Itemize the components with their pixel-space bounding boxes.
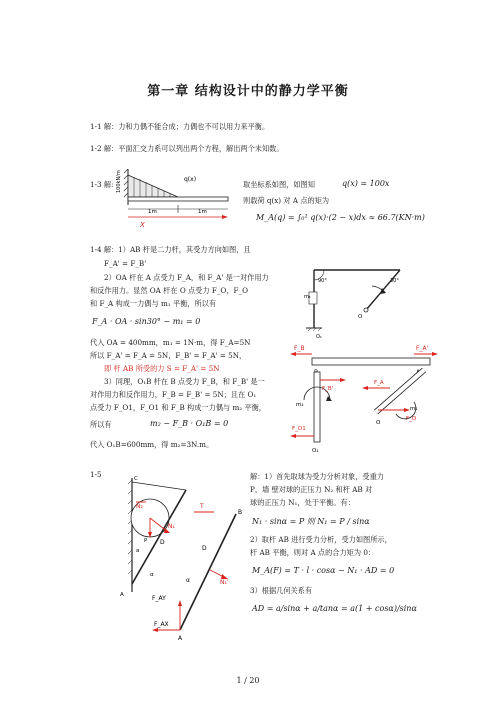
m1-label-top: m₁	[304, 294, 311, 300]
figure-1-3	[112, 165, 237, 235]
chapter-title: 第一章 结构设计中的静力学平衡	[147, 84, 349, 99]
n1-label: N₁	[168, 523, 175, 530]
fax-label: F_AX	[154, 621, 169, 628]
o1-label-top: O₁	[316, 334, 322, 340]
angle-90-label: 90°	[318, 278, 327, 284]
answer-1-5-label: 1-5	[90, 470, 102, 479]
point-o-label: O	[358, 314, 363, 320]
fo1-label: F_O1	[292, 426, 306, 432]
answer-1-4-line13: 代入 O₁B=600mm，得 m₂=3N.m。	[90, 440, 214, 449]
qx-label: q(x)	[184, 176, 197, 183]
fb-prime-label: F_B'	[322, 386, 334, 392]
n2-label: N₂	[136, 503, 143, 510]
figure-1-4-free-body	[290, 340, 440, 455]
answer-1-1: 1-1 解：力和力偶不能合成；力偶也不可以用力来平衡。	[90, 122, 270, 131]
o1-label: O₁	[312, 448, 319, 454]
answer-1-5-formula1: N₁ · sinα = P 则 N₁ = P / sinα	[252, 517, 370, 526]
answer-1-4-line8: 即 杆 AB 所受的力 S = F_A' = 5N	[104, 364, 220, 373]
dim-label-1: 1m	[148, 209, 157, 215]
fo-label: F_O	[406, 416, 417, 422]
answer-1-3-formula2: M_A(q) = ∫₀¹ q(x)·(2 − x)dx ≈ 66.7(KN·m)	[256, 213, 425, 222]
p-label: P	[144, 538, 148, 544]
answer-1-4-formula1: F_A · OA · sin30° − m₁ = 0	[92, 317, 201, 326]
point-d-label-2: D	[202, 545, 207, 552]
m1-label: m₁	[410, 406, 418, 412]
load-label: 100kN/m	[116, 170, 122, 193]
axis-x-label: X	[140, 221, 145, 229]
point-a-label-15: A	[120, 592, 124, 598]
fay-label: F_AY	[152, 595, 166, 602]
answer-1-5-line5: 杆 AB 平衡，则对 A 点的合力矩为 0：	[250, 548, 376, 557]
m2-label: m₂	[296, 402, 304, 408]
answer-1-4-line9: 3）同理，O₁B 杆在 B 点受力 F_B，和 F_B' 是一	[104, 377, 265, 386]
answer-1-4-line2: F_A' = F_B'	[104, 259, 147, 268]
point-o-label-2: O	[376, 420, 381, 426]
fb-label-top: F_B	[294, 345, 305, 352]
n1-prime-label: N₁'	[220, 579, 229, 586]
point-c-label: C	[134, 476, 138, 482]
answer-1-5-line6: 3）根据几何关系有	[250, 586, 313, 595]
answer-1-3-label: 1-3 解:	[90, 180, 114, 189]
answer-1-4-line7: 所以 F_A' = F_A = 5N，F_B' = F_A' = 5N，	[90, 351, 247, 360]
figure-1-5-rod	[150, 490, 250, 640]
point-b-label-15: B	[238, 509, 243, 516]
answer-1-2: 1-2 解：平面汇交力系可以列出两个方程，解出两个未知数。	[90, 144, 284, 153]
answer-1-5-line3: 球的正压力 N₁，处于平衡。有：	[250, 498, 355, 507]
answer-1-5-line2: P，墙 壁对球的正压力 N₂ 和杆 AB 对	[250, 485, 373, 494]
answer-1-4-formula2: m₂ − F_B · O₁B = 0	[150, 419, 229, 428]
answer-1-4-line3: 2）OA 杆在 A 点受力 F_A，和 F_A' 是一对作用力	[104, 273, 269, 282]
answer-1-4-line11: 点受力 F_O1，F_O1 和 F_B 构成一力偶与 m₂ 平衡，	[90, 403, 266, 412]
t-label: T	[200, 503, 204, 510]
answer-1-3-text2: 则载荷 q(x) 对 A 点的矩为	[243, 196, 330, 205]
answer-1-4-line10: 对作用力和反作用力，F_B = F_B' = 5N；且在 O₁	[90, 390, 257, 399]
answer-1-3-text1: 取坐标系如图，如图知	[243, 180, 315, 189]
answer-1-3-formula1: q(x) = 100x	[342, 179, 390, 188]
point-a-label-rod: A	[178, 635, 183, 640]
a-label: a	[136, 548, 140, 554]
alpha-label: α	[150, 572, 154, 578]
dim-label-2: 1m	[198, 209, 207, 215]
angle-30-label: 30°	[390, 278, 399, 284]
alpha-label-2: α	[186, 577, 190, 584]
answer-1-4-line12: 所以有	[90, 420, 112, 429]
answer-1-4-line4: 和反作用力。显然 OA 杆在 O 点受力 F_O，F_O	[90, 286, 248, 295]
fa-prime-label: F_A'	[416, 345, 429, 352]
answer-1-5-formula2: M_A(F) = T · l · cosα − N₁ · AD = 0	[252, 566, 395, 575]
answer-1-4-line1: 1-4 解：1）AB 杆是二力杆，其受力方向如图，且	[90, 245, 251, 254]
point-d-label: D	[160, 539, 165, 546]
answer-1-5-line1: 解：1）首先取球为受力分析对象，受重力	[250, 472, 384, 481]
fa-label: F_A	[374, 380, 384, 386]
answer-1-4-line5: 和 F_A 构成一力偶与 m₁ 平衡，所以有	[90, 299, 217, 308]
page-number: 1 / 20	[236, 676, 260, 685]
answer-1-5-formula3: AD = a/sinα + a/tanα = a(1 + cosα)/sinα	[252, 604, 417, 613]
answer-1-5-line4: 2）取杆 AB 进行受力分析，受力如图所示，	[250, 535, 392, 544]
answer-1-4-line6: 代入 OA = 400mm，m₁ = 1N·m，得 F_A=5N	[90, 338, 251, 347]
figure-1-4-mechanism	[300, 256, 420, 342]
